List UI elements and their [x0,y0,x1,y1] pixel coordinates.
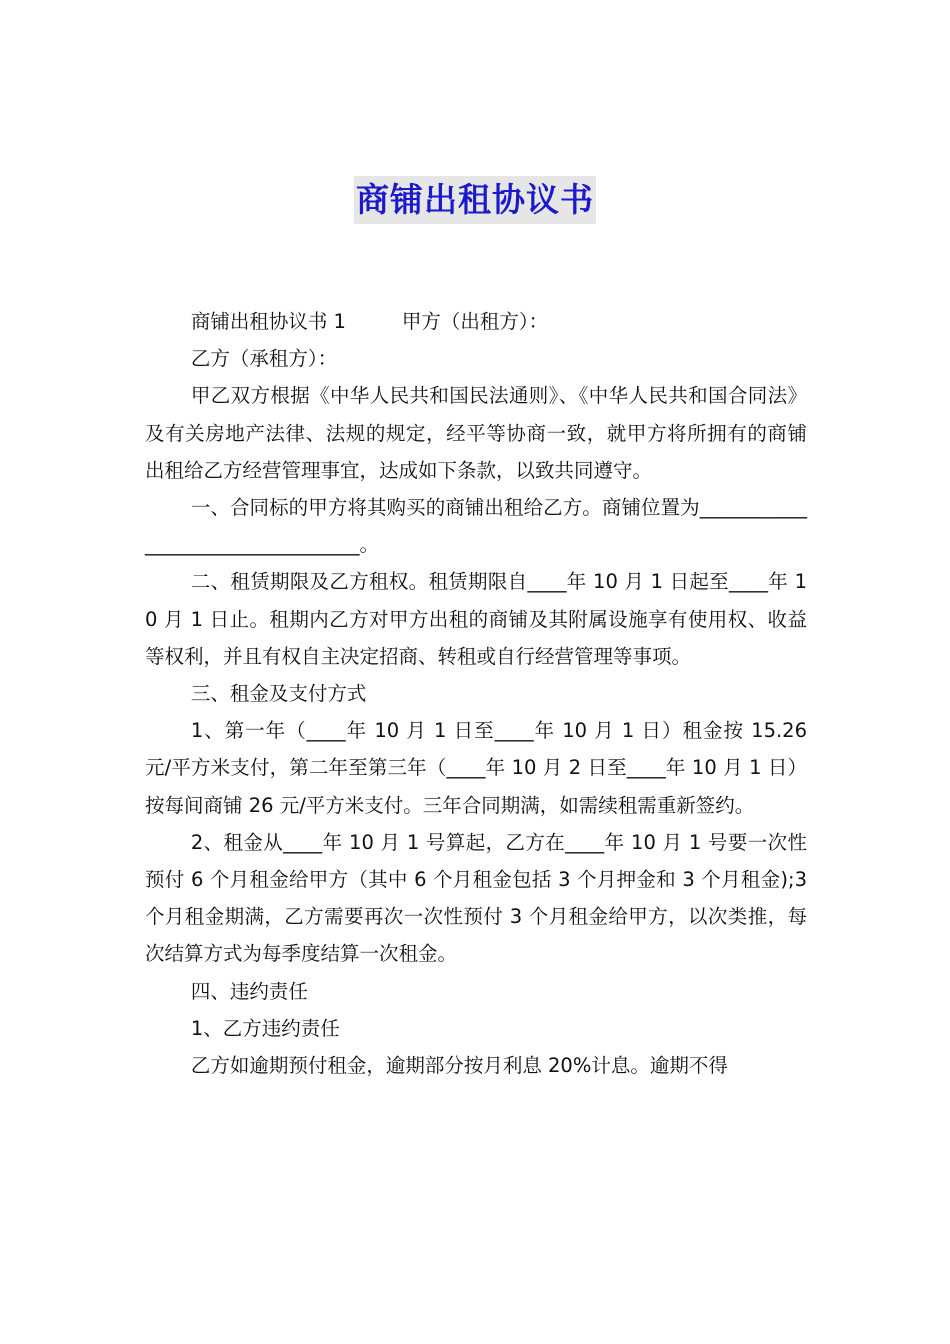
document-body [145,303,807,1084]
heading-left: 商铺出租协议书 1 [190,310,346,333]
heading-line [145,303,807,340]
paragraph: 乙方如逾期预付租金，逾期部分按月利息 20%计息。逾期不得 [190,1054,728,1078]
paragraph: 乙方（承租方）： [190,347,338,371]
paragraph: 2、租金从____年 10 月 1 号算起，乙方在____年 10 月 1 号要一次性预付 6 个月租金给甲方（其中 6 个月租金包括 3 个月押金和 3 个月租金);3 个月租金期满，乙方需要再次一次性预付 3 个月租金给甲方，以次类推，每次结算方式为每季度结算一次租金。 [145,830,807,966]
paragraph: 1、第一年（____年 10 月 1 日至____年 10 月 1 日）租金按 15.26 元/平方米支付，第二年至第三年（____年 10 月 2 日至____年 10 月 1 日）按每间商铺 26 元/平方米支付。三年合同期满，如需续租需重新签约。 [145,719,807,817]
paragraph: 一、合同标的甲方将其购买的商铺出租给乙方。商铺位置为_________________________________。 [145,496,807,557]
document-title [0,176,950,224]
paragraph: 二、租赁期限及乙方租权。租赁期限自____年 10 月 1 日起至____年 10 月 1 日止。租期内乙方对甲方出租的商铺及其附属设施享有使用权、收益等权利，并且有权自主决定招商、转租或自行经营管理等事项。 [145,570,807,668]
subsection-heading: 1、乙方违约责任 [190,1016,340,1040]
section-heading: 三、租金及支付方式 [190,682,367,706]
document-title-text: 商铺出租协议书 [354,176,596,224]
section-heading: 四、违约责任 [190,979,308,1003]
heading-right: 甲方（出租方）： [401,310,549,333]
paragraph: 甲乙双方根据《中华人民共和国民法通则》、《中华人民共和国合同法》及有关房地产法律、法规的规定，经平等协商一致，就甲方将所拥有的商铺出租给乙方经营管理事宜，达成如下条款，以致共同遵守。 [145,384,807,482]
